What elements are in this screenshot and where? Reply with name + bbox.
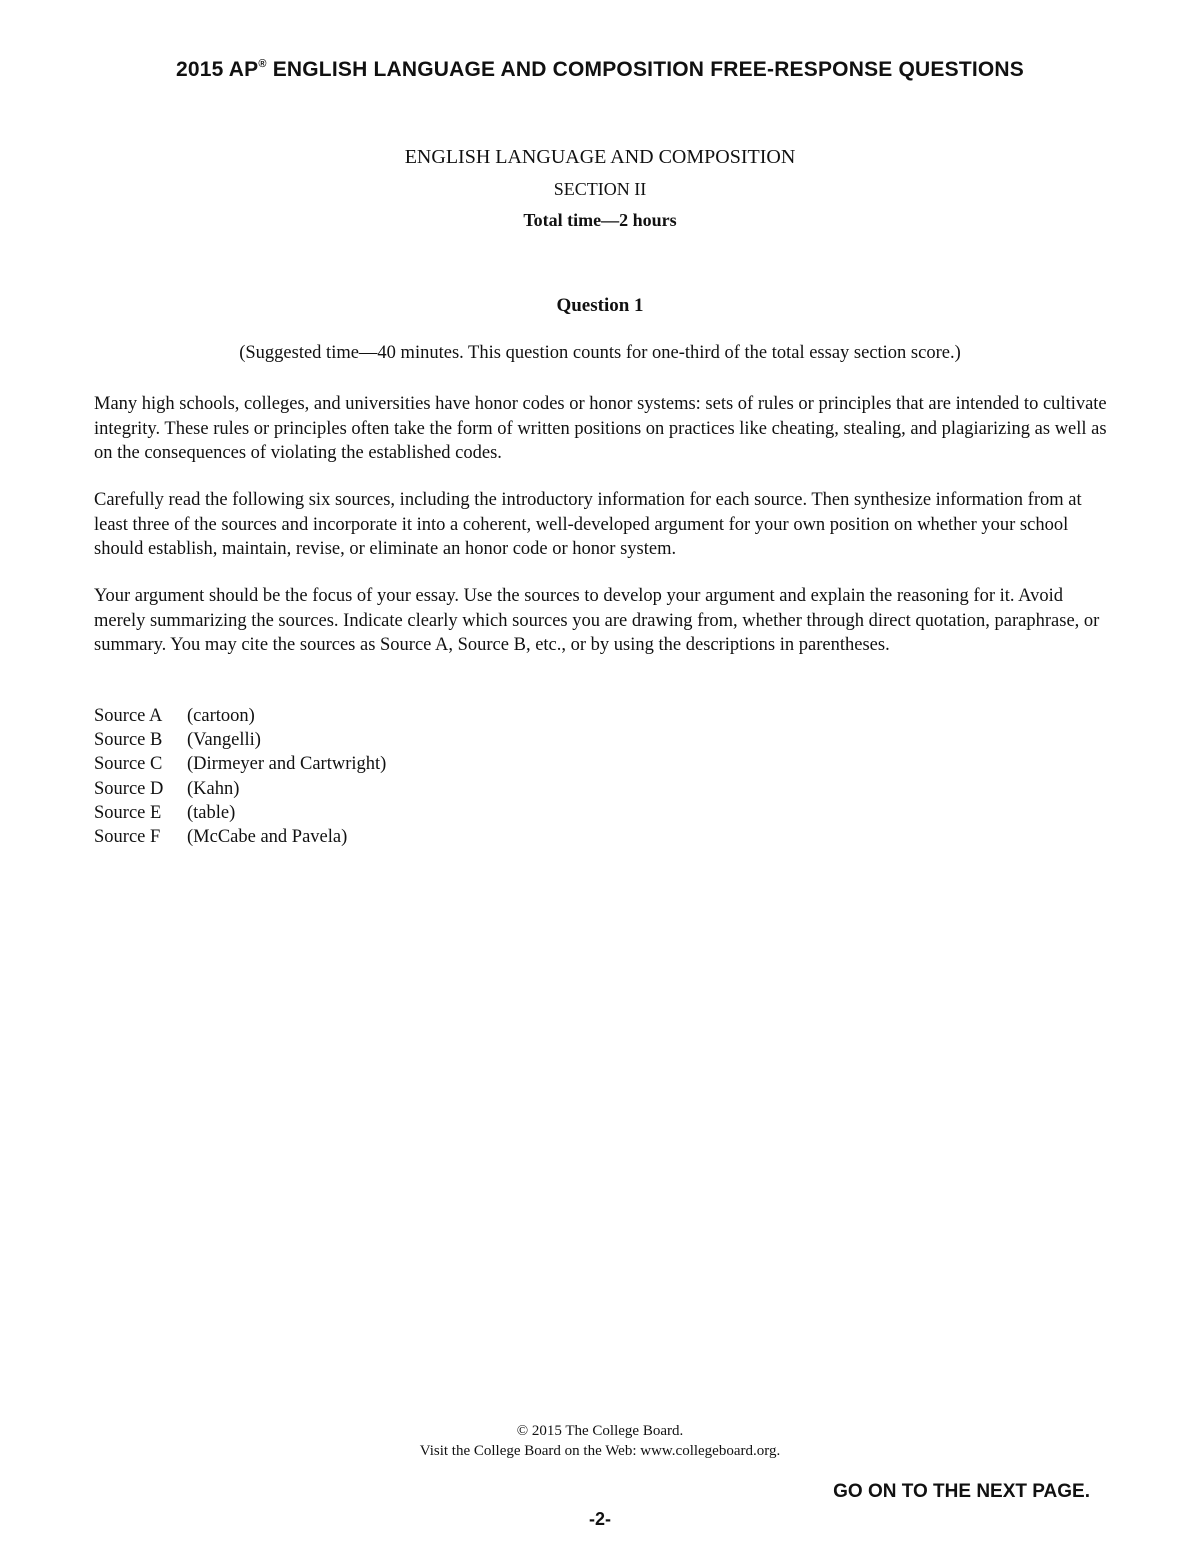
- source-label: Source E: [94, 802, 162, 823]
- question-title: Question 1: [556, 295, 644, 316]
- source-item: [94, 704, 386, 728]
- total-time: Total time—2 hours: [523, 210, 677, 230]
- section-subheading: SECTION II: [553, 179, 647, 199]
- source-description: (table): [187, 802, 236, 823]
- copyright-notice: © 2015 The College Board.: [516, 1423, 684, 1439]
- source-description: (McCabe and Pavela): [187, 827, 348, 848]
- header-title-suffix: ENGLISH LANGUAGE AND COMPOSITION FREE-RESPONSE QUESTIONS: [266, 58, 1025, 81]
- source-item: [94, 728, 386, 752]
- suggested-time-note: (Suggested time—40 minutes. This question counts for one-third of the total essay section score.): [239, 343, 961, 363]
- source-label: Source F: [94, 827, 161, 848]
- source-item: [94, 825, 386, 849]
- page-number: -2-: [589, 1509, 611, 1529]
- go-on-notice: GO ON TO THE NEXT PAGE.: [833, 1481, 1090, 1502]
- source-label: Source A: [94, 706, 163, 726]
- page-footer: [0, 1421, 1200, 1461]
- registered-mark: ®: [258, 58, 267, 70]
- prompt-paragraph: Many high schools, colleges, and universities have honor codes or honor systems: sets of rules or principles that are intended to cultivate integrity. These rules or principles often take the form of written positions on practices like cheating, stealing, and plagiarizing as well as on the consequences of violating the established codes.: [94, 394, 1107, 463]
- prompt-paragraph: Carefully read the following six sources, including the introductory information for each source. Then synthesize information from at least three of the sources and incorporate it into a coherent, well-developed argument for your own position on whether your school should establish, maintain, revise, or eliminate an honor code or honor system.: [94, 490, 1082, 559]
- section-heading: ENGLISH LANGUAGE AND COMPOSITION: [404, 146, 796, 168]
- source-description: (Dirmeyer and Cartwright): [187, 754, 387, 775]
- source-label: Source D: [94, 778, 164, 799]
- source-description: (Kahn): [187, 778, 240, 799]
- source-item: [94, 801, 386, 825]
- page-header: [0, 58, 1200, 82]
- source-label: Source B: [94, 730, 163, 751]
- source-list: [94, 704, 386, 849]
- website-notice: Visit the College Board on the Web: www.collegeboard.org.: [419, 1443, 781, 1459]
- prompt-paragraph: Your argument should be the focus of your essay. Use the sources to develop your argument and explain the reasoning for it. Avoid merely summarizing the sources. Indicate clearly which sources you are drawing from, whether through direct quotation, paraphrase, or summary. You may cite the sources as Source A, Source B, etc., or by using the descriptions in parentheses.: [94, 586, 1100, 655]
- source-item: [94, 752, 386, 776]
- source-description: (Vangelli): [187, 730, 261, 751]
- source-item: [94, 777, 386, 801]
- header-title-prefix: 2015 AP: [175, 58, 259, 81]
- source-label: Source C: [94, 754, 163, 775]
- source-description: (cartoon): [187, 706, 255, 726]
